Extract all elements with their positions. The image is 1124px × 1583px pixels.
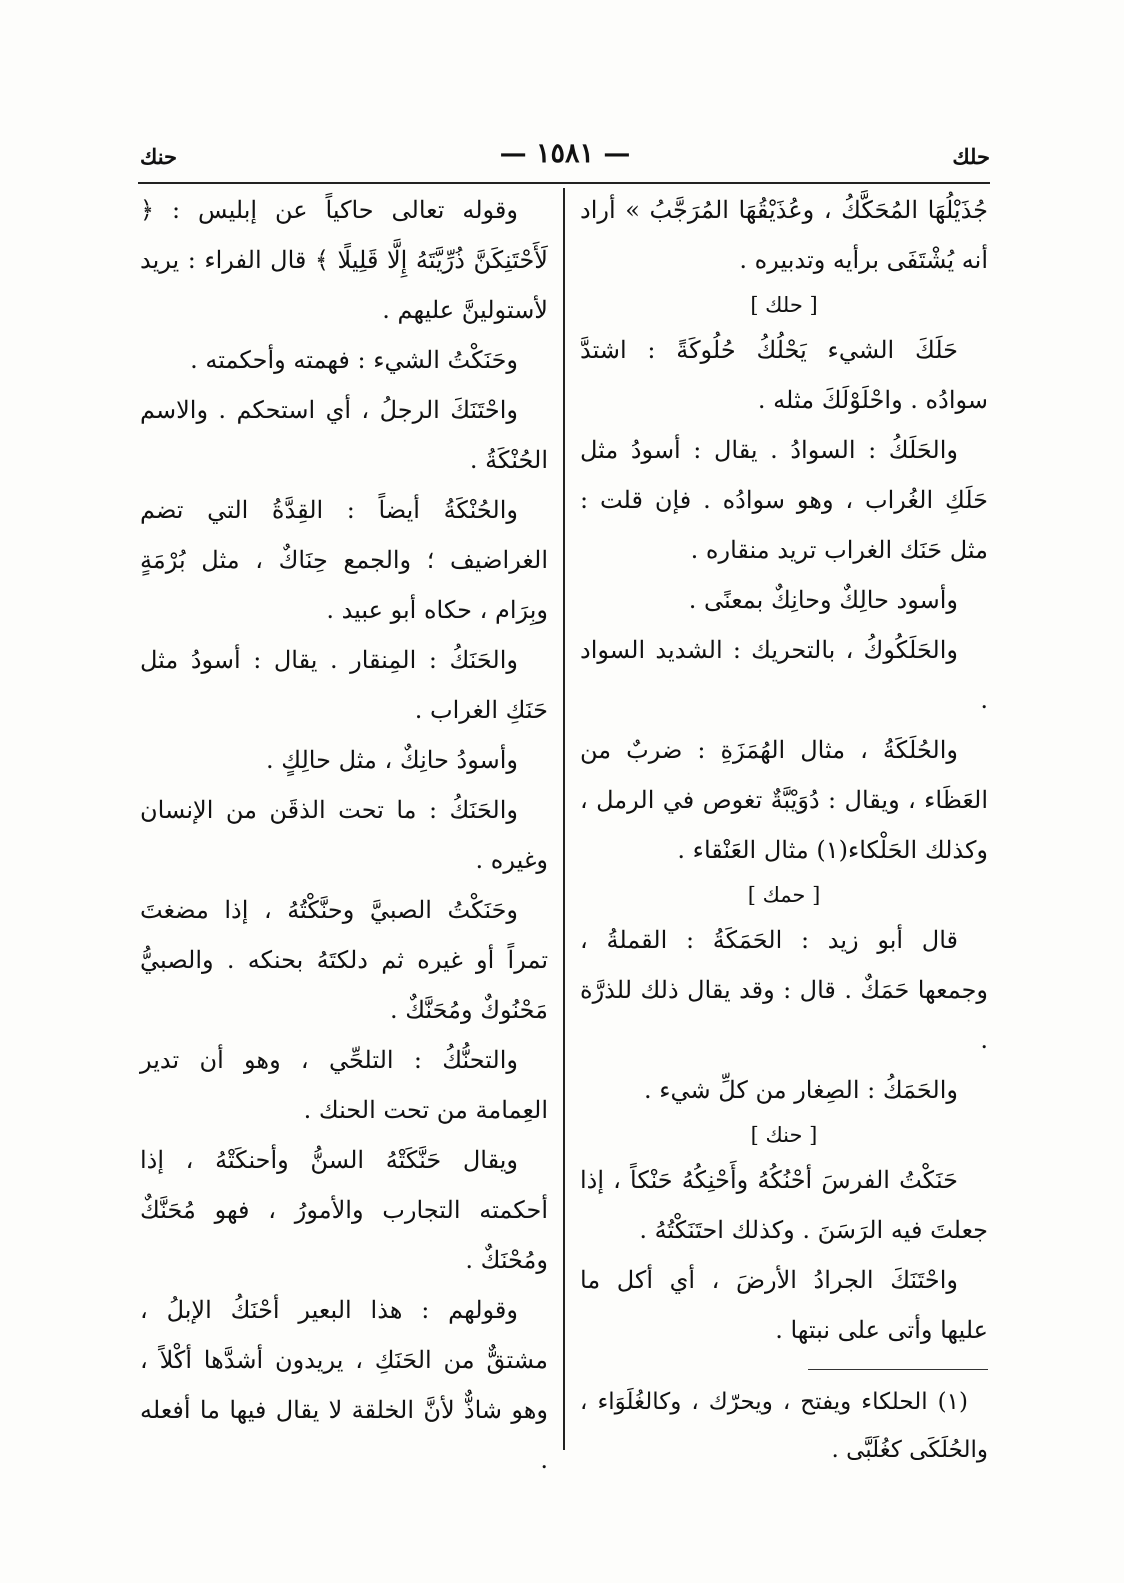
paragraph: حَنَكْتُ الفرسَ أحْنُكُهُ وأَحْنِكُهُ حَنْكاً ، إذا جعلتَ فيه الرَسَنَ . وكذلك احتَنَكْتُهُ . xyxy=(580,1166,988,1244)
paragraph: ويقال حَنَّكَتْهُ السنُّ وأحنكَتْهُ ، إذا أحكمته التجارب والأمورُ ، فهو مُحَنَّكٌ ومُحْنَكٌ . xyxy=(140,1146,548,1274)
left-column xyxy=(140,185,548,1485)
paragraph: وأسود حالِكٌ وحانِكٌ بمعنًى . xyxy=(688,586,958,614)
header-rule xyxy=(138,182,990,184)
footnote-rule xyxy=(808,1369,988,1370)
paragraph: والحَلَكُوكُ ، بالتحريك : الشديد السواد . xyxy=(580,636,988,714)
intro-text: جُذَيْلُهَا المُحَكَّكُ ، وعُذَيْقُهَا المُرَجَّبُ » أراد أنه يُشْتَفَى برأيه وتدبيره . xyxy=(580,196,988,274)
header-left-word: حنك xyxy=(140,144,178,169)
paragraph: والحَنَكُ : المِنقار . يقال : أسودُ مثل حَنَكِ الغراب . xyxy=(140,646,548,724)
entry-heading-hanak: [ حنك ] xyxy=(750,1123,818,1147)
paragraph: وقوله تعالى حاكياً عن إبليس : ﴿ لَأَحْتَنِكَنَّ ذُرِّيَّتَهُ إِلَّا قَلِيلًا ﴾ قال الفراء : يريد لأستولينَّ عليهم . xyxy=(140,196,548,324)
page-header xyxy=(140,138,990,178)
column-divider xyxy=(563,188,565,1450)
paragraph: وحَنَكْتُ الصبيَّ وحنَّكْتُهُ ، إذا مضغتَ تمراً أو غيره ثم دلكتَهُ بحنكه . والصبيُّ مَحْنُوكٌ ومُحَنَّكٌ . xyxy=(140,896,548,1024)
paragraph: قال أبو زيد : الحَمَكَةُ : القملةُ ، وجمعها حَمَكٌ . قال : وقد يقال ذلك للذرَّة . xyxy=(580,926,988,1054)
paragraph: وقولهم : هذا البعير أحْنَكُ الإبلُ ، مشتقٌّ من الحَنَكِ ، يريدون أشدَّها أكْلاً ، وهو شاذٌّ لأنَّ الخلقة لا يقال فيها ما أفعله . xyxy=(140,1296,548,1474)
paragraph: وأسودُ حانِكٌ ، مثل حالِكٍ . xyxy=(266,746,518,774)
paragraph: حَلَكَ الشيء يَحْلُكُ حُلُوكَةً : اشتدَّ سوادُه . واحْلَوْلَكَ مثله . xyxy=(580,336,988,414)
page-number: — ١٥٨١ — xyxy=(499,138,631,169)
paragraph: والحُلَكَةُ ، مثال الهُمَزَةِ : ضربٌ من العَظَاء ، ويقال : دُوَيْبَّةٌ تغوص في الرمل ، وكذلك الحَلْكاء(١) مثال العَنْقاء . xyxy=(580,736,988,864)
paragraph: والحَمَكُ : الصِغار من كلِّ شيء . xyxy=(643,1076,958,1104)
paragraph: وحَنَكْتُ الشيء : فهمته وأحكمته . xyxy=(190,346,518,374)
paragraph: والحَنَكُ : ما تحت الذقَن من الإنسان وغيره . xyxy=(140,796,548,874)
paragraph: والتحنُّكُ : التلحِّي ، وهو أن تدير العِمامة من تحت الحنك . xyxy=(140,1046,548,1124)
entry-heading-halak: [ حلك ] xyxy=(750,293,818,317)
paragraph: واحْتَنَكَ الرجلُ ، أي استحكم . والاسم الحُنْكَةُ . xyxy=(140,396,548,474)
paragraph: والحُنْكَةُ أيضاً : القِدَّةُ التي تضم الغراضيف ؛ والجمع حِنَاكٌ ، مثل بُرْمَةٍ وبِرَام ، حكاه أبو عبيد . xyxy=(140,496,548,624)
paragraph: والحَلَكُ : السوادُ . يقال : أسودُ مثل حَلَكِ الغُراب ، وهو سوادُه . فإن قلت : مثل حَنَك الغراب تريد منقاره . xyxy=(580,436,988,564)
entry-heading-hamak: [ حمك ] xyxy=(747,883,821,907)
footnote: (١) الحلكاء ويفتح ، ويحرّك ، وكالغُلَوَاء ، والحُلَكَى كغُلَبَّى . xyxy=(580,1389,988,1463)
paragraph: واحْتَنَكَ الجرادُ الأرضَ ، أي أكل ما عليها وأتى على نبتها . xyxy=(580,1266,988,1344)
header-right-word: حلك xyxy=(952,144,990,169)
right-column xyxy=(580,185,988,1474)
